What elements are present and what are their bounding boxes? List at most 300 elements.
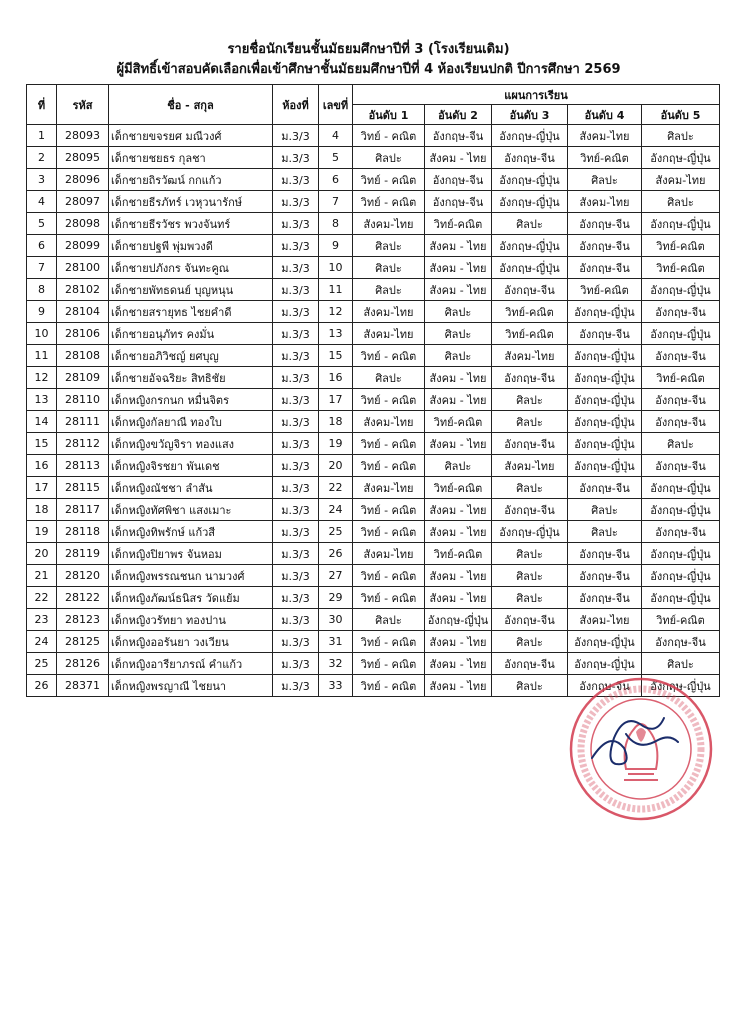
cell-no: 23 (27, 609, 57, 631)
col-header-rank4: อันดับ 4 (568, 105, 642, 125)
cell-rank4: วิทย์-คณิต (568, 279, 642, 301)
cell-no: 7 (27, 257, 57, 279)
cell-code: 28098 (57, 213, 109, 235)
cell-rank3: อังกฤษ-ญี่ปุ่น (492, 257, 568, 279)
table-row (27, 543, 720, 565)
cell-rank5: ศิลปะ (642, 433, 720, 455)
cell-rank5: อังกฤษ-ญี่ปุ่น (642, 477, 720, 499)
cell-rank5: อังกฤษ-ญี่ปุ่น (642, 675, 720, 697)
cell-no: 16 (27, 455, 57, 477)
cell-no: 10 (27, 323, 57, 345)
cell-rank5: อังกฤษ-จีน (642, 455, 720, 477)
cell-rank2: สังคม - ไทย (425, 279, 492, 301)
cell-room: ม.3/3 (273, 477, 319, 499)
cell-name: เด็กชายธีรวัชร พวงจันทร์ (109, 213, 273, 235)
cell-room: ม.3/3 (273, 169, 319, 191)
cell-name: เด็กชายธีรภัทร์ เวหุวนารักษ์ (109, 191, 273, 213)
cell-rank4: ศิลปะ (568, 169, 642, 191)
cell-room: ม.3/3 (273, 565, 319, 587)
cell-rank2: ศิลปะ (425, 301, 492, 323)
cell-name: เด็กหญิงทิพรักษ์ แก้วสี (109, 521, 273, 543)
cell-room: ม.3/3 (273, 367, 319, 389)
cell-no: 1 (27, 125, 57, 147)
cell-number: 27 (319, 565, 353, 587)
cell-no: 19 (27, 521, 57, 543)
cell-rank2: อังกฤษ-จีน (425, 125, 492, 147)
cell-room: ม.3/3 (273, 301, 319, 323)
cell-no: 11 (27, 345, 57, 367)
document-title: รายชื่อนักเรียนชั้นมัธยมศึกษาปีที่ 3 (โรงเรียนเดิม) (227, 42, 510, 57)
cell-rank2: ศิลปะ (425, 323, 492, 345)
table-row (27, 323, 720, 345)
cell-rank3: สังคม-ไทย (492, 455, 568, 477)
cell-rank4: อังกฤษ-จีน (568, 477, 642, 499)
cell-no: 8 (27, 279, 57, 301)
cell-rank5: อังกฤษ-ญี่ปุ่น (642, 147, 720, 169)
table-row (27, 389, 720, 411)
cell-room: ม.3/3 (273, 455, 319, 477)
cell-code: 28118 (57, 521, 109, 543)
col-header-room: ห้องที่ (273, 85, 319, 125)
cell-name: เด็กหญิงอารียาภรณ์ คำแก้ว (109, 653, 273, 675)
cell-number: 6 (319, 169, 353, 191)
cell-rank1: วิทย์ - คณิต (353, 191, 425, 213)
table-row (27, 411, 720, 433)
cell-code: 28123 (57, 609, 109, 631)
cell-rank1: วิทย์ - คณิต (353, 587, 425, 609)
cell-room: ม.3/3 (273, 631, 319, 653)
cell-name: เด็กชายอนุภัทร คงมั่น (109, 323, 273, 345)
cell-room: ม.3/3 (273, 147, 319, 169)
cell-rank5: ศิลปะ (642, 125, 720, 147)
cell-rank1: ศิลปะ (353, 235, 425, 257)
cell-number: 4 (319, 125, 353, 147)
cell-no: 22 (27, 587, 57, 609)
cell-room: ม.3/3 (273, 125, 319, 147)
cell-rank2: สังคม - ไทย (425, 631, 492, 653)
cell-number: 22 (319, 477, 353, 499)
cell-code: 28096 (57, 169, 109, 191)
cell-number: 8 (319, 213, 353, 235)
cell-rank4: อังกฤษ-จีน (568, 565, 642, 587)
cell-name: เด็กหญิงวรัทยา ทองปาน (109, 609, 273, 631)
cell-rank4: อังกฤษ-ญี่ปุ่น (568, 345, 642, 367)
table-row (27, 477, 720, 499)
cell-code: 28119 (57, 543, 109, 565)
cell-no: 4 (27, 191, 57, 213)
cell-rank1: สังคม-ไทย (353, 477, 425, 499)
cell-rank5: ศิลปะ (642, 653, 720, 675)
table-row (27, 235, 720, 257)
cell-name: เด็กชายถิรวัฒน์ กกแก้ว (109, 169, 273, 191)
cell-rank3: ศิลปะ (492, 213, 568, 235)
cell-number: 12 (319, 301, 353, 323)
cell-name: เด็กชายปฐพี พุ่มพวงดี (109, 235, 273, 257)
cell-name: เด็กหญิงขวัญจิรา ทองแสง (109, 433, 273, 455)
document-subtitle: ผู้มีสิทธิ์เข้าสอบคัดเลือกเพื่อเข้าศึกษาชั้นมัธยมศึกษาปีที่ 4 ห้องเรียนปกติ ปีการศึกษา 2569 (116, 62, 621, 77)
cell-code: 28122 (57, 587, 109, 609)
cell-code: 28115 (57, 477, 109, 499)
cell-number: 17 (319, 389, 353, 411)
table-row (27, 279, 720, 301)
table-row (27, 433, 720, 455)
school-seal-stamp (566, 674, 716, 824)
cell-rank5: อังกฤษ-ญี่ปุ่น (642, 323, 720, 345)
cell-name: เด็กหญิงทัศพิชา แสงเมาะ (109, 499, 273, 521)
cell-rank4: อังกฤษ-จีน (568, 213, 642, 235)
cell-rank3: อังกฤษ-ญี่ปุ่น (492, 191, 568, 213)
col-header-plan: แผนการเรียน (353, 85, 720, 105)
cell-code: 28095 (57, 147, 109, 169)
cell-rank1: ศิลปะ (353, 257, 425, 279)
cell-code: 28100 (57, 257, 109, 279)
cell-rank2: สังคม - ไทย (425, 147, 492, 169)
cell-rank1: วิทย์ - คณิต (353, 169, 425, 191)
cell-name: เด็กหญิงปิยาพร จันหอม (109, 543, 273, 565)
cell-code: 28093 (57, 125, 109, 147)
cell-no: 17 (27, 477, 57, 499)
cell-rank4: อังกฤษ-จีน (568, 543, 642, 565)
cell-no: 18 (27, 499, 57, 521)
cell-rank4: อังกฤษ-ญี่ปุ่น (568, 433, 642, 455)
cell-rank3: ศิลปะ (492, 587, 568, 609)
cell-room: ม.3/3 (273, 543, 319, 565)
cell-number: 30 (319, 609, 353, 631)
cell-rank5: อังกฤษ-จีน (642, 521, 720, 543)
cell-number: 16 (319, 367, 353, 389)
cell-rank5: อังกฤษ-จีน (642, 631, 720, 653)
cell-name: เด็กหญิงภัฒน์ธนิสร วัดแย้ม (109, 587, 273, 609)
cell-rank4: อังกฤษ-ญี่ปุ่น (568, 411, 642, 433)
cell-code: 28109 (57, 367, 109, 389)
cell-rank2: สังคม - ไทย (425, 653, 492, 675)
cell-rank3: ศิลปะ (492, 389, 568, 411)
cell-number: 29 (319, 587, 353, 609)
cell-rank3: ศิลปะ (492, 675, 568, 697)
cell-no: 3 (27, 169, 57, 191)
cell-name: เด็กชายอัจฉริยะ สิทธิชัย (109, 367, 273, 389)
cell-room: ม.3/3 (273, 213, 319, 235)
col-header-rank5: อันดับ 5 (642, 105, 720, 125)
col-header-code: รหัส (57, 85, 109, 125)
cell-code: 28126 (57, 653, 109, 675)
cell-number: 5 (319, 147, 353, 169)
cell-number: 18 (319, 411, 353, 433)
cell-rank3: อังกฤษ-จีน (492, 499, 568, 521)
cell-rank4: อังกฤษ-ญี่ปุ่น (568, 389, 642, 411)
cell-rank2: วิทย์-คณิต (425, 213, 492, 235)
cell-name: เด็กชายอภิวิชญ์ ยศบุญ (109, 345, 273, 367)
cell-rank1: ศิลปะ (353, 279, 425, 301)
student-table-body (27, 125, 720, 697)
cell-rank3: ศิลปะ (492, 565, 568, 587)
cell-rank2: สังคม - ไทย (425, 367, 492, 389)
cell-rank5: สังคม-ไทย (642, 169, 720, 191)
cell-rank5: อังกฤษ-จีน (642, 345, 720, 367)
cell-code: 28108 (57, 345, 109, 367)
cell-number: 33 (319, 675, 353, 697)
student-table (26, 84, 720, 697)
table-row (27, 367, 720, 389)
cell-rank5: อังกฤษ-ญี่ปุ่น (642, 543, 720, 565)
cell-number: 20 (319, 455, 353, 477)
cell-rank2: สังคม - ไทย (425, 499, 492, 521)
cell-rank4: อังกฤษ-ญี่ปุ่น (568, 367, 642, 389)
cell-rank4: อังกฤษ-ญี่ปุ่น (568, 455, 642, 477)
cell-rank4: อังกฤษ-ญี่ปุ่น (568, 301, 642, 323)
cell-rank4: สังคม-ไทย (568, 609, 642, 631)
cell-rank4: อังกฤษ-ญี่ปุ่น (568, 653, 642, 675)
cell-room: ม.3/3 (273, 609, 319, 631)
cell-rank3: วิทย์-คณิต (492, 323, 568, 345)
cell-code: 28097 (57, 191, 109, 213)
col-header-rank2: อันดับ 2 (425, 105, 492, 125)
cell-rank1: สังคม-ไทย (353, 301, 425, 323)
cell-no: 5 (27, 213, 57, 235)
cell-no: 20 (27, 543, 57, 565)
cell-number: 15 (319, 345, 353, 367)
cell-rank4: ศิลปะ (568, 521, 642, 543)
cell-code: 28106 (57, 323, 109, 345)
cell-rank2: สังคม - ไทย (425, 257, 492, 279)
cell-rank5: อังกฤษ-ญี่ปุ่น (642, 587, 720, 609)
col-header-no: ที่ (27, 85, 57, 125)
table-row (27, 125, 720, 147)
cell-rank4: สังคม-ไทย (568, 191, 642, 213)
cell-rank1: ศิลปะ (353, 367, 425, 389)
table-row (27, 455, 720, 477)
cell-number: 7 (319, 191, 353, 213)
cell-rank3: อังกฤษ-จีน (492, 653, 568, 675)
cell-rank1: วิทย์ - คณิต (353, 125, 425, 147)
cell-name: เด็กหญิงกัลยาณี ทองใบ (109, 411, 273, 433)
cell-rank4: อังกฤษ-ญี่ปุ่น (568, 631, 642, 653)
cell-rank1: สังคม-ไทย (353, 543, 425, 565)
cell-rank2: อังกฤษ-ญี่ปุ่น (425, 609, 492, 631)
cell-no: 9 (27, 301, 57, 323)
cell-code: 28110 (57, 389, 109, 411)
cell-code: 28120 (57, 565, 109, 587)
cell-rank1: วิทย์ - คณิต (353, 499, 425, 521)
cell-no: 6 (27, 235, 57, 257)
cell-code: 28112 (57, 433, 109, 455)
cell-name: เด็กชายสรายุทธ ไชยคำดี (109, 301, 273, 323)
cell-code: 28111 (57, 411, 109, 433)
cell-rank5: อังกฤษ-ญี่ปุ่น (642, 279, 720, 301)
cell-number: 13 (319, 323, 353, 345)
col-header-number: เลขที่ (319, 85, 353, 125)
cell-rank5: อังกฤษ-จีน (642, 411, 720, 433)
cell-room: ม.3/3 (273, 323, 319, 345)
cell-rank3: อังกฤษ-จีน (492, 367, 568, 389)
cell-number: 24 (319, 499, 353, 521)
cell-rank2: สังคม - ไทย (425, 433, 492, 455)
cell-rank3: อังกฤษ-จีน (492, 279, 568, 301)
cell-name: เด็กชายชยธร กุลชา (109, 147, 273, 169)
cell-rank1: วิทย์ - คณิต (353, 521, 425, 543)
cell-rank1: สังคม-ไทย (353, 323, 425, 345)
cell-number: 10 (319, 257, 353, 279)
cell-rank3: อังกฤษ-จีน (492, 147, 568, 169)
cell-code: 28113 (57, 455, 109, 477)
cell-rank2: วิทย์-คณิต (425, 411, 492, 433)
cell-rank5: วิทย์-คณิต (642, 367, 720, 389)
cell-rank1: ศิลปะ (353, 147, 425, 169)
cell-name: เด็กหญิงณัชชา ลำสัน (109, 477, 273, 499)
cell-rank3: ศิลปะ (492, 477, 568, 499)
col-header-name: ชื่อ - สกุล (109, 85, 273, 125)
cell-code: 28102 (57, 279, 109, 301)
cell-room: ม.3/3 (273, 389, 319, 411)
cell-code: 28371 (57, 675, 109, 697)
cell-rank1: วิทย์ - คณิต (353, 653, 425, 675)
cell-number: 11 (319, 279, 353, 301)
cell-no: 12 (27, 367, 57, 389)
cell-room: ม.3/3 (273, 433, 319, 455)
cell-rank3: อังกฤษ-ญี่ปุ่น (492, 235, 568, 257)
cell-rank5: อังกฤษ-ญี่ปุ่น (642, 565, 720, 587)
table-row (27, 257, 720, 279)
cell-rank5: อังกฤษ-จีน (642, 301, 720, 323)
cell-rank4: อังกฤษ-จีน (568, 235, 642, 257)
cell-room: ม.3/3 (273, 345, 319, 367)
col-header-rank1: อันดับ 1 (353, 105, 425, 125)
cell-rank2: ศิลปะ (425, 345, 492, 367)
cell-rank3: อังกฤษ-ญี่ปุ่น (492, 169, 568, 191)
cell-code: 28104 (57, 301, 109, 323)
table-row (27, 587, 720, 609)
cell-code: 28117 (57, 499, 109, 521)
cell-rank2: อังกฤษ-จีน (425, 191, 492, 213)
table-row (27, 191, 720, 213)
cell-room: ม.3/3 (273, 653, 319, 675)
cell-number: 25 (319, 521, 353, 543)
cell-name: เด็กหญิงพรรณชนก นามวงศ์ (109, 565, 273, 587)
cell-name: เด็กหญิงจิรชยา พันเดช (109, 455, 273, 477)
cell-rank2: ศิลปะ (425, 455, 492, 477)
cell-number: 9 (319, 235, 353, 257)
cell-rank4: ศิลปะ (568, 499, 642, 521)
col-header-rank3: อันดับ 3 (492, 105, 568, 125)
cell-rank1: วิทย์ - คณิต (353, 631, 425, 653)
cell-rank1: ศิลปะ (353, 609, 425, 631)
cell-no: 25 (27, 653, 57, 675)
cell-rank4: อังกฤษ-จีน (568, 587, 642, 609)
cell-room: ม.3/3 (273, 235, 319, 257)
cell-rank1: วิทย์ - คณิต (353, 433, 425, 455)
cell-name: เด็กชายพัทธดนย์ บุญหนุน (109, 279, 273, 301)
cell-rank2: สังคม - ไทย (425, 675, 492, 697)
cell-rank3: ศิลปะ (492, 631, 568, 653)
cell-rank5: วิทย์-คณิต (642, 235, 720, 257)
cell-rank2: วิทย์-คณิต (425, 477, 492, 499)
cell-rank3: อังกฤษ-จีน (492, 609, 568, 631)
cell-rank1: วิทย์ - คณิต (353, 389, 425, 411)
cell-number: 19 (319, 433, 353, 455)
cell-no: 13 (27, 389, 57, 411)
cell-rank4: อังกฤษ-จีน (568, 257, 642, 279)
cell-name: เด็กชายปภังกร จันทะคูณ (109, 257, 273, 279)
cell-name: เด็กหญิงกรกนก หมื่นจิตร (109, 389, 273, 411)
cell-room: ม.3/3 (273, 191, 319, 213)
cell-room: ม.3/3 (273, 675, 319, 697)
cell-rank1: สังคม-ไทย (353, 213, 425, 235)
cell-no: 21 (27, 565, 57, 587)
cell-rank3: ศิลปะ (492, 543, 568, 565)
cell-rank2: อังกฤษ-จีน (425, 169, 492, 191)
cell-name: เด็กหญิงพรญาณี ไชยนา (109, 675, 273, 697)
cell-rank5: วิทย์-คณิต (642, 257, 720, 279)
table-row (27, 345, 720, 367)
cell-rank2: สังคม - ไทย (425, 389, 492, 411)
cell-no: 24 (27, 631, 57, 653)
cell-room: ม.3/3 (273, 587, 319, 609)
cell-rank2: สังคม - ไทย (425, 565, 492, 587)
table-row (27, 521, 720, 543)
cell-no: 26 (27, 675, 57, 697)
cell-rank5: อังกฤษ-ญี่ปุ่น (642, 499, 720, 521)
cell-code: 28099 (57, 235, 109, 257)
cell-no: 2 (27, 147, 57, 169)
table-row (27, 565, 720, 587)
cell-rank3: สังคม-ไทย (492, 345, 568, 367)
cell-rank4: อังกฤษ-จีน (568, 675, 642, 697)
table-row (27, 653, 720, 675)
table-row (27, 213, 720, 235)
cell-rank3: อังกฤษ-ญี่ปุ่น (492, 521, 568, 543)
cell-name: เด็กหญิงออรันยา วงเวียน (109, 631, 273, 653)
cell-rank2: สังคม - ไทย (425, 235, 492, 257)
cell-room: ม.3/3 (273, 521, 319, 543)
cell-rank3: ศิลปะ (492, 411, 568, 433)
cell-rank4: สังคม-ไทย (568, 125, 642, 147)
cell-rank1: วิทย์ - คณิต (353, 455, 425, 477)
cell-rank1: วิทย์ - คณิต (353, 565, 425, 587)
cell-rank4: วิทย์-คณิต (568, 147, 642, 169)
cell-rank5: อังกฤษ-ญี่ปุ่น (642, 213, 720, 235)
cell-room: ม.3/3 (273, 411, 319, 433)
cell-room: ม.3/3 (273, 279, 319, 301)
table-row (27, 499, 720, 521)
cell-rank5: อังกฤษ-จีน (642, 389, 720, 411)
cell-rank1: วิทย์ - คณิต (353, 675, 425, 697)
table-row (27, 301, 720, 323)
cell-no: 14 (27, 411, 57, 433)
cell-rank3: อังกฤษ-จีน (492, 433, 568, 455)
cell-rank2: วิทย์-คณิต (425, 543, 492, 565)
cell-rank1: สังคม-ไทย (353, 411, 425, 433)
cell-name: เด็กชายขจรยศ มณีวงศ์ (109, 125, 273, 147)
cell-rank3: วิทย์-คณิต (492, 301, 568, 323)
table-row (27, 609, 720, 631)
cell-rank5: ศิลปะ (642, 191, 720, 213)
cell-room: ม.3/3 (273, 257, 319, 279)
table-row (27, 169, 720, 191)
cell-rank5: วิทย์-คณิต (642, 609, 720, 631)
cell-number: 31 (319, 631, 353, 653)
cell-rank2: สังคม - ไทย (425, 587, 492, 609)
cell-no: 15 (27, 433, 57, 455)
table-row (27, 631, 720, 653)
cell-code: 28125 (57, 631, 109, 653)
cell-number: 32 (319, 653, 353, 675)
table-row (27, 147, 720, 169)
cell-rank4: อังกฤษ-จีน (568, 323, 642, 345)
cell-rank3: อังกฤษ-ญี่ปุ่น (492, 125, 568, 147)
cell-rank1: วิทย์ - คณิต (353, 345, 425, 367)
cell-room: ม.3/3 (273, 499, 319, 521)
cell-rank2: สังคม - ไทย (425, 521, 492, 543)
